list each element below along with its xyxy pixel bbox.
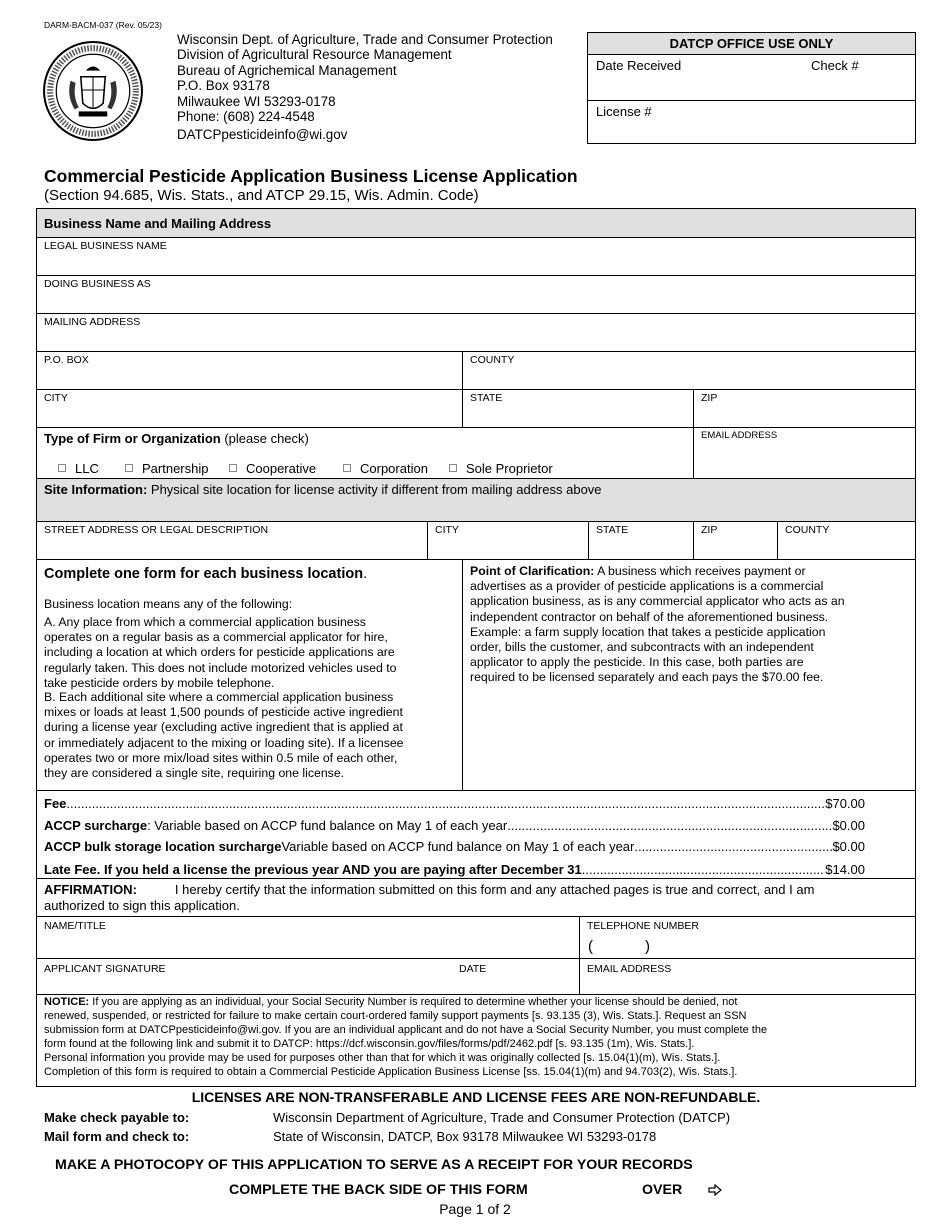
- affirmation-line-2: authorized to sign this application.: [44, 898, 240, 913]
- checkbox-icon[interactable]: [449, 464, 457, 472]
- telephone-field[interactable]: ( ): [588, 938, 650, 955]
- agency-line: P.O. Box 93178: [177, 78, 270, 94]
- checkbox-icon[interactable]: [58, 464, 66, 472]
- clarification-text: Point of Clarification: A business which receives payment or advertises as a provider of pesticide applications is a commercial application business, as is any commercial applicator who acts as an independent contractor on behalf of the aforementioned business. Example: a farm supply location that takes a pesticide application order, bills the customer, and subcontracts with an independent applicator to apply the pesticide. In this case, both parties are required to be licensed separately and each pays the $70.00 fee.: [470, 564, 845, 685]
- site-street-field[interactable]: [40, 537, 423, 557]
- applicant-signature-field[interactable]: [40, 976, 450, 992]
- agency-email: DATCPpesticideinfo@wi.gov: [177, 127, 348, 143]
- name-title-label: NAME/TITLE: [44, 920, 106, 932]
- firm-option-partnership[interactable]: Partnership: [125, 461, 208, 476]
- site-info-heading: Site Information: Physical site location for license activity if different from mailing address above: [44, 482, 602, 497]
- affirmation-line-1: AFFIRMATION: I hereby certify that the information submitted on this form and any attached pages is true and correct, and I am: [44, 882, 815, 897]
- site-zip-field[interactable]: [697, 537, 772, 557]
- site-county-field[interactable]: [781, 537, 911, 557]
- agency-line: Phone: (608) 224-4548: [177, 109, 315, 125]
- bulk-storage-surcharge-row: ACCP bulk storage location surcharge Variable based on ACCP fund balance on May 1 of each year ..... $0.00: [44, 839, 865, 854]
- legal-name-field[interactable]: [40, 253, 910, 273]
- agency-address: [177, 32, 553, 143]
- non-transferable-notice: LICENSES ARE NON-TRANSFERABLE AND LICENSE FEES ARE NON-REFUNDABLE.: [191, 1089, 761, 1105]
- checkbox-icon[interactable]: [229, 464, 237, 472]
- zip-field[interactable]: [697, 405, 911, 425]
- section-business-title: Business Name and Mailing Address: [44, 216, 272, 231]
- arrow-right-icon: [708, 1184, 722, 1196]
- site-state-field[interactable]: [592, 537, 688, 557]
- firm-option-corporation[interactable]: Corporation: [343, 461, 428, 476]
- office-use-box: [587, 32, 916, 144]
- firm-option-cooperative[interactable]: Cooperative: [229, 461, 316, 476]
- site-state-label: STATE: [596, 524, 629, 536]
- firm-option-sole-proprietor[interactable]: Sole Proprietor: [449, 461, 553, 476]
- office-use-title: DATCP OFFICE USE ONLY: [588, 33, 915, 55]
- signature-email-field[interactable]: [583, 976, 911, 992]
- city-label: CITY: [44, 392, 68, 404]
- location-heading: Complete one form for each business location.: [44, 566, 368, 582]
- po-box-label: P.O. BOX: [44, 354, 89, 366]
- legal-name-label: LEGAL BUSINESS NAME: [44, 240, 167, 252]
- license-number-label: License #: [596, 104, 652, 119]
- telephone-label: TELEPHONE NUMBER: [587, 920, 700, 932]
- agency-line: Division of Agricultural Resource Management: [177, 47, 452, 63]
- signature-date-field[interactable]: [455, 976, 574, 992]
- city-field[interactable]: [40, 405, 458, 425]
- site-street-label: STREET ADDRESS OR LEGAL DESCRIPTION: [44, 524, 269, 536]
- page-title: Commercial Pesticide Application Business License Application: [44, 166, 578, 186]
- site-city-field[interactable]: [431, 537, 583, 557]
- location-intro: Business location means any of the following:: [44, 597, 293, 611]
- location-rule-a: A. Any place from which a commercial application business operates on a regular basis as a commercial applicator for hire, including a location at which orders for pesticide applications are regularly taken. This does not include motorized vehicles used to take pesticide orders by mobile telephone.: [44, 615, 397, 690]
- dba-label: DOING BUSINESS AS: [44, 278, 151, 290]
- site-zip-label: ZIP: [701, 524, 718, 536]
- email-field[interactable]: [697, 443, 911, 473]
- over-label: OVER: [642, 1182, 683, 1198]
- zip-label: ZIP: [701, 392, 718, 404]
- photocopy-notice: MAKE A PHOTOCOPY OF THIS APPLICATION TO SERVE AS A RECEIPT FOR YOUR RECORDS: [55, 1157, 693, 1173]
- signature-email-label: EMAIL ADDRESS: [587, 963, 672, 975]
- back-side-notice: COMPLETE THE BACK SIDE OF THIS FORM: [229, 1182, 528, 1198]
- signature-date-label: DATE: [459, 963, 487, 975]
- po-box-field[interactable]: [40, 367, 458, 387]
- state-label: STATE: [470, 392, 503, 404]
- site-county-label: COUNTY: [785, 524, 830, 536]
- form-number: DARM-BACM-037 (Rev. 05/23): [44, 20, 162, 30]
- mail-label: Mail form and check to:: [44, 1129, 190, 1144]
- notice-text: NOTICE: If you are applying as an individual, your Social Security Number is required to determine whether your license should be denied, not renewed, suspended, or restricted for failure to make certain court-ordered family support payments [s. 93.135 (3), Wis. Stats.]. Request an SSN submission form at DATCPpesticideinfo@wi.gov. If you are an individual applicant and do not have a Social Security Number, you must complete the form found at the following link and submit it to DATCP: https://dcf.wisconsin.gov/files/forms/pdf/2462.pdf [s. 93.135 (1m), Wis. Stats.]. Personal information you provide may be used for purposes other than that for which it was originally collected [s. 15.04(1)(m), Wis. Stats.]. Completion of this form is required to obtain a Commercial Pesticide Application Business License [ss. 15.04(1)(m) and 94.703(2), Wis. Stats.].: [44, 996, 768, 1078]
- mail-value: State of Wisconsin, DATCP, Box 93178 Milwaukee WI 53293-0178: [273, 1129, 657, 1144]
- datcp-seal-icon: [42, 40, 144, 142]
- location-rule-b: B. Each additional site where a commercial application business mixes or loads at least 1,500 pounds of pesticide active ingredient during a license year (excluding active ingredient that is applied at or immediately adjacent to the mixing or loading site). If a licensee operates two or more mix/load sites within 0.5 mile of each other, they are considered a single site, requiring one license.: [44, 690, 404, 781]
- site-city-label: CITY: [435, 524, 459, 536]
- payable-label: Make check payable to:: [44, 1110, 190, 1125]
- check-number-label: Check #: [811, 58, 859, 73]
- county-field[interactable]: [466, 367, 911, 387]
- firm-type-heading: Type of Firm or Organization (please check): [44, 431, 309, 446]
- checkbox-icon[interactable]: [125, 464, 133, 472]
- fee-row: Fee ..... $70.00: [44, 796, 865, 811]
- applicant-signature-label: APPLICANT SIGNATURE: [44, 963, 166, 975]
- mailing-address-label: MAILING ADDRESS: [44, 316, 141, 328]
- county-label: COUNTY: [470, 354, 515, 366]
- email-label: EMAIL ADDRESS: [701, 430, 778, 441]
- state-field[interactable]: [466, 405, 688, 425]
- mailing-address-field[interactable]: [40, 329, 910, 349]
- name-title-field[interactable]: [40, 934, 574, 956]
- page-number: Page 1 of 2: [439, 1201, 511, 1217]
- payable-value: Wisconsin Department of Agriculture, Trade and Consumer Protection (DATCP): [273, 1110, 731, 1125]
- agency-line: Milwaukee WI 53293-0178: [177, 93, 336, 109]
- checkbox-icon[interactable]: [343, 464, 351, 472]
- agency-line: Wisconsin Dept. of Agriculture, Trade and Consumer Protection: [177, 32, 553, 47]
- late-fee-row: Late Fee. If you held a license the previous year AND you are paying after December 31 ..... $14.00: [44, 862, 865, 877]
- page-subtitle: (Section 94.685, Wis. Stats., and ATCP 29.15, Wis. Admin. Code): [44, 187, 479, 204]
- date-received-label: Date Received: [596, 58, 682, 73]
- dba-field[interactable]: [40, 291, 910, 311]
- agency-line: Bureau of Agrichemical Management: [177, 62, 397, 78]
- firm-option-llc[interactable]: LLC: [58, 461, 99, 476]
- accp-surcharge-row: ACCP surcharge : Variable based on ACCP fund balance on May 1 of each year ..... $0.00: [44, 818, 865, 833]
